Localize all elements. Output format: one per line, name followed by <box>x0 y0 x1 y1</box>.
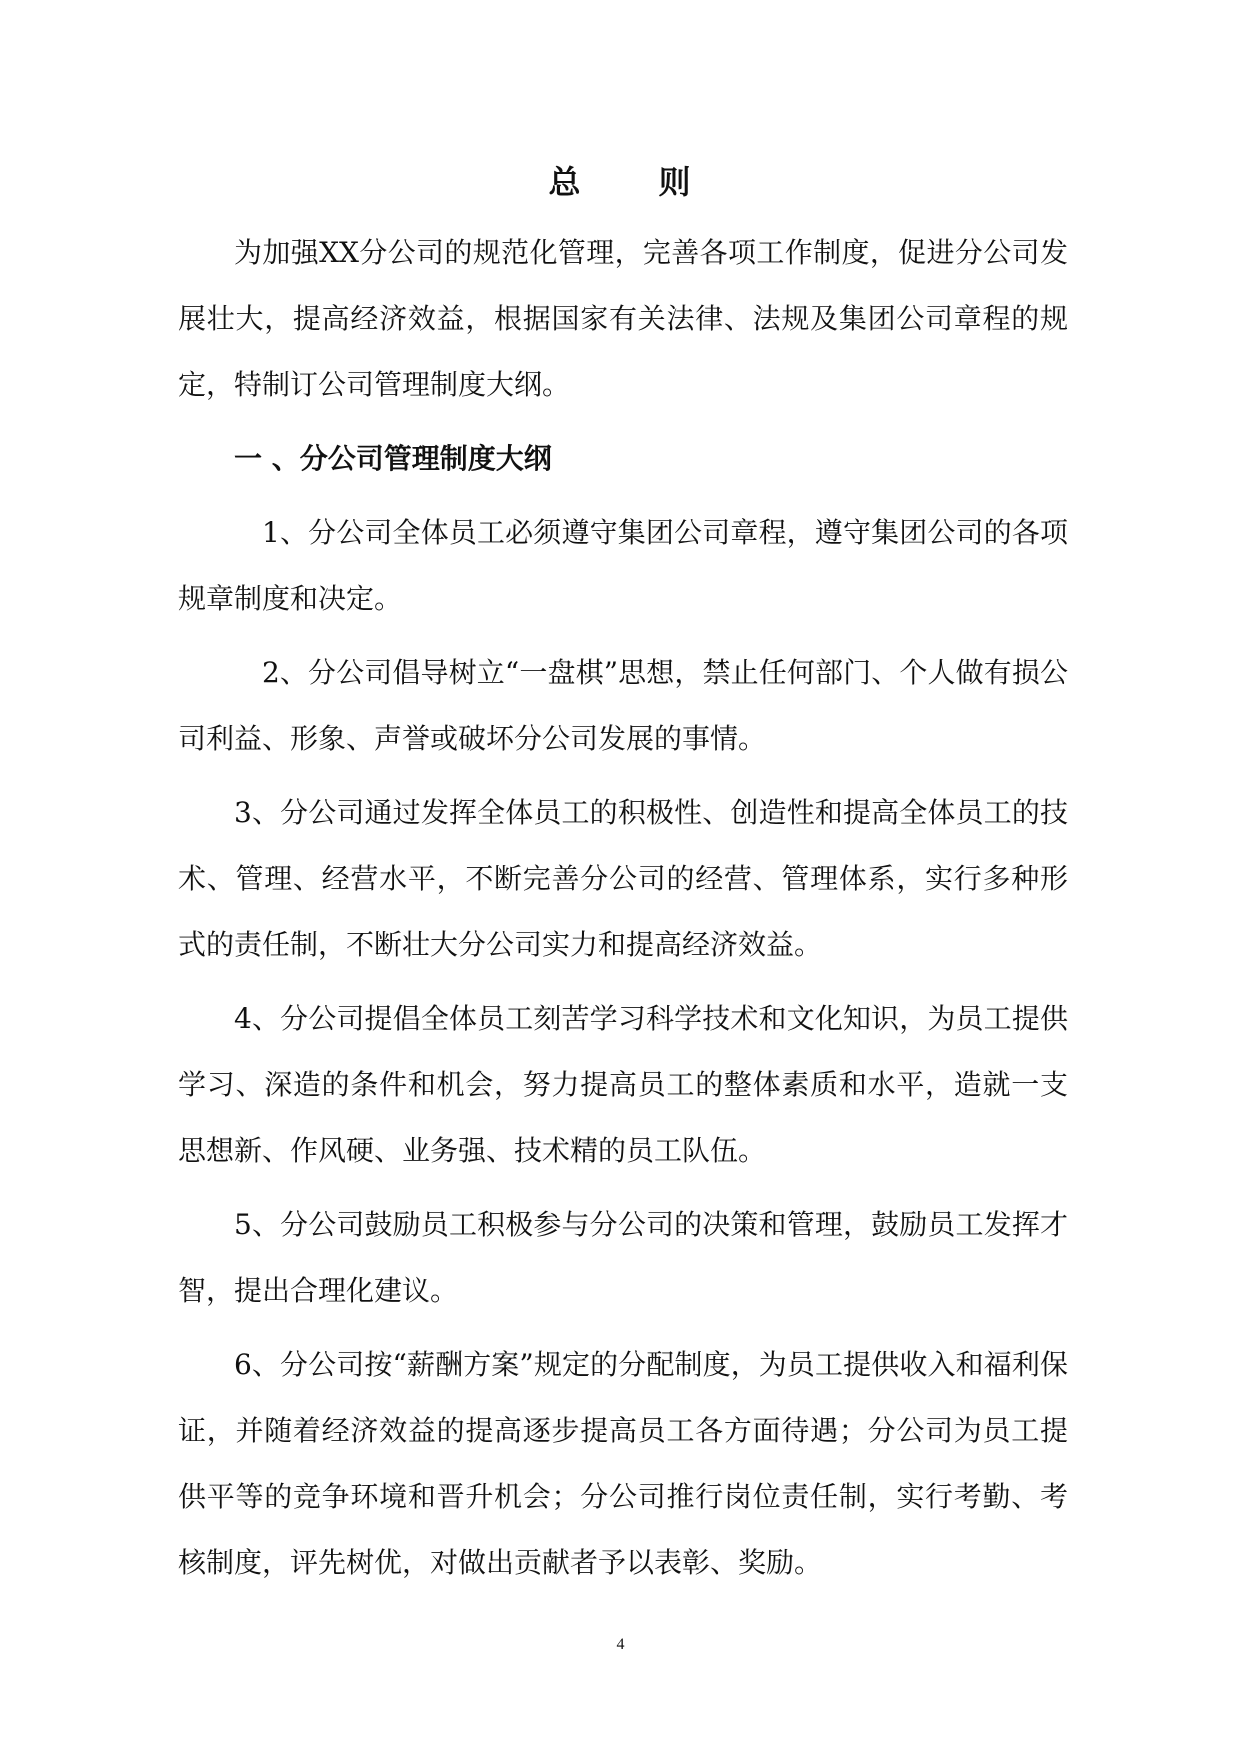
title-char-left: 总 <box>548 163 583 201</box>
title-char-right: 则 <box>658 163 693 201</box>
list-item: 1、分公司全体员工必须遵守集团公司章程，遵守集团公司的各项规章制度和决定。 <box>178 516 1068 615</box>
document-body <box>178 220 1068 1596</box>
page-title <box>0 160 1241 204</box>
intro-paragraph: 为加强XX分公司的规范化管理，完善各项工作制度，促进分公司发展壮大，提高经济效益，根据国家有关法律、法规及集团公司章程的规定，特制订公司管理制度大纲。 <box>178 236 1068 401</box>
list-item: 2、分公司倡导树立“一盘棋”思想，禁止任何部门、个人做有损公司利益、形象、声誉或破坏分公司发展的事情。 <box>178 656 1068 755</box>
list-item: 3、分公司通过发挥全体员工的积极性、创造性和提高全体员工的技术、管理、经营水平，不断完善分公司的经营、管理体系，实行多种形式的责任制，不断壮大分公司实力和提高经济效益。 <box>178 796 1068 961</box>
page-number: 4 <box>616 1636 625 1653</box>
list-item: 6、分公司按“薪酬方案”规定的分配制度，为员工提供收入和福利保证，并随着经济效益的提高逐步提高员工各方面待遇；分公司为员工提供平等的竞争环境和晋升机会；分公司推行岗位责任制，实行考勤、考核制度，评先树优，对做出贡献者予以表彰、奖励。 <box>178 1348 1068 1579</box>
section-heading: 一 、分公司管理制度大纲 <box>234 442 552 475</box>
list-item: 5、分公司鼓励员工积极参与分公司的决策和管理，鼓励员工发挥才智，提出合理化建议。 <box>178 1208 1068 1307</box>
list-item: 4、分公司提倡全体员工刻苦学习科学技术和文化知识，为员工提供学习、深造的条件和机会，努力提高员工的整体素质和水平，造就一支思想新、作风硬、业务强、技术精的员工队伍。 <box>178 1002 1068 1167</box>
